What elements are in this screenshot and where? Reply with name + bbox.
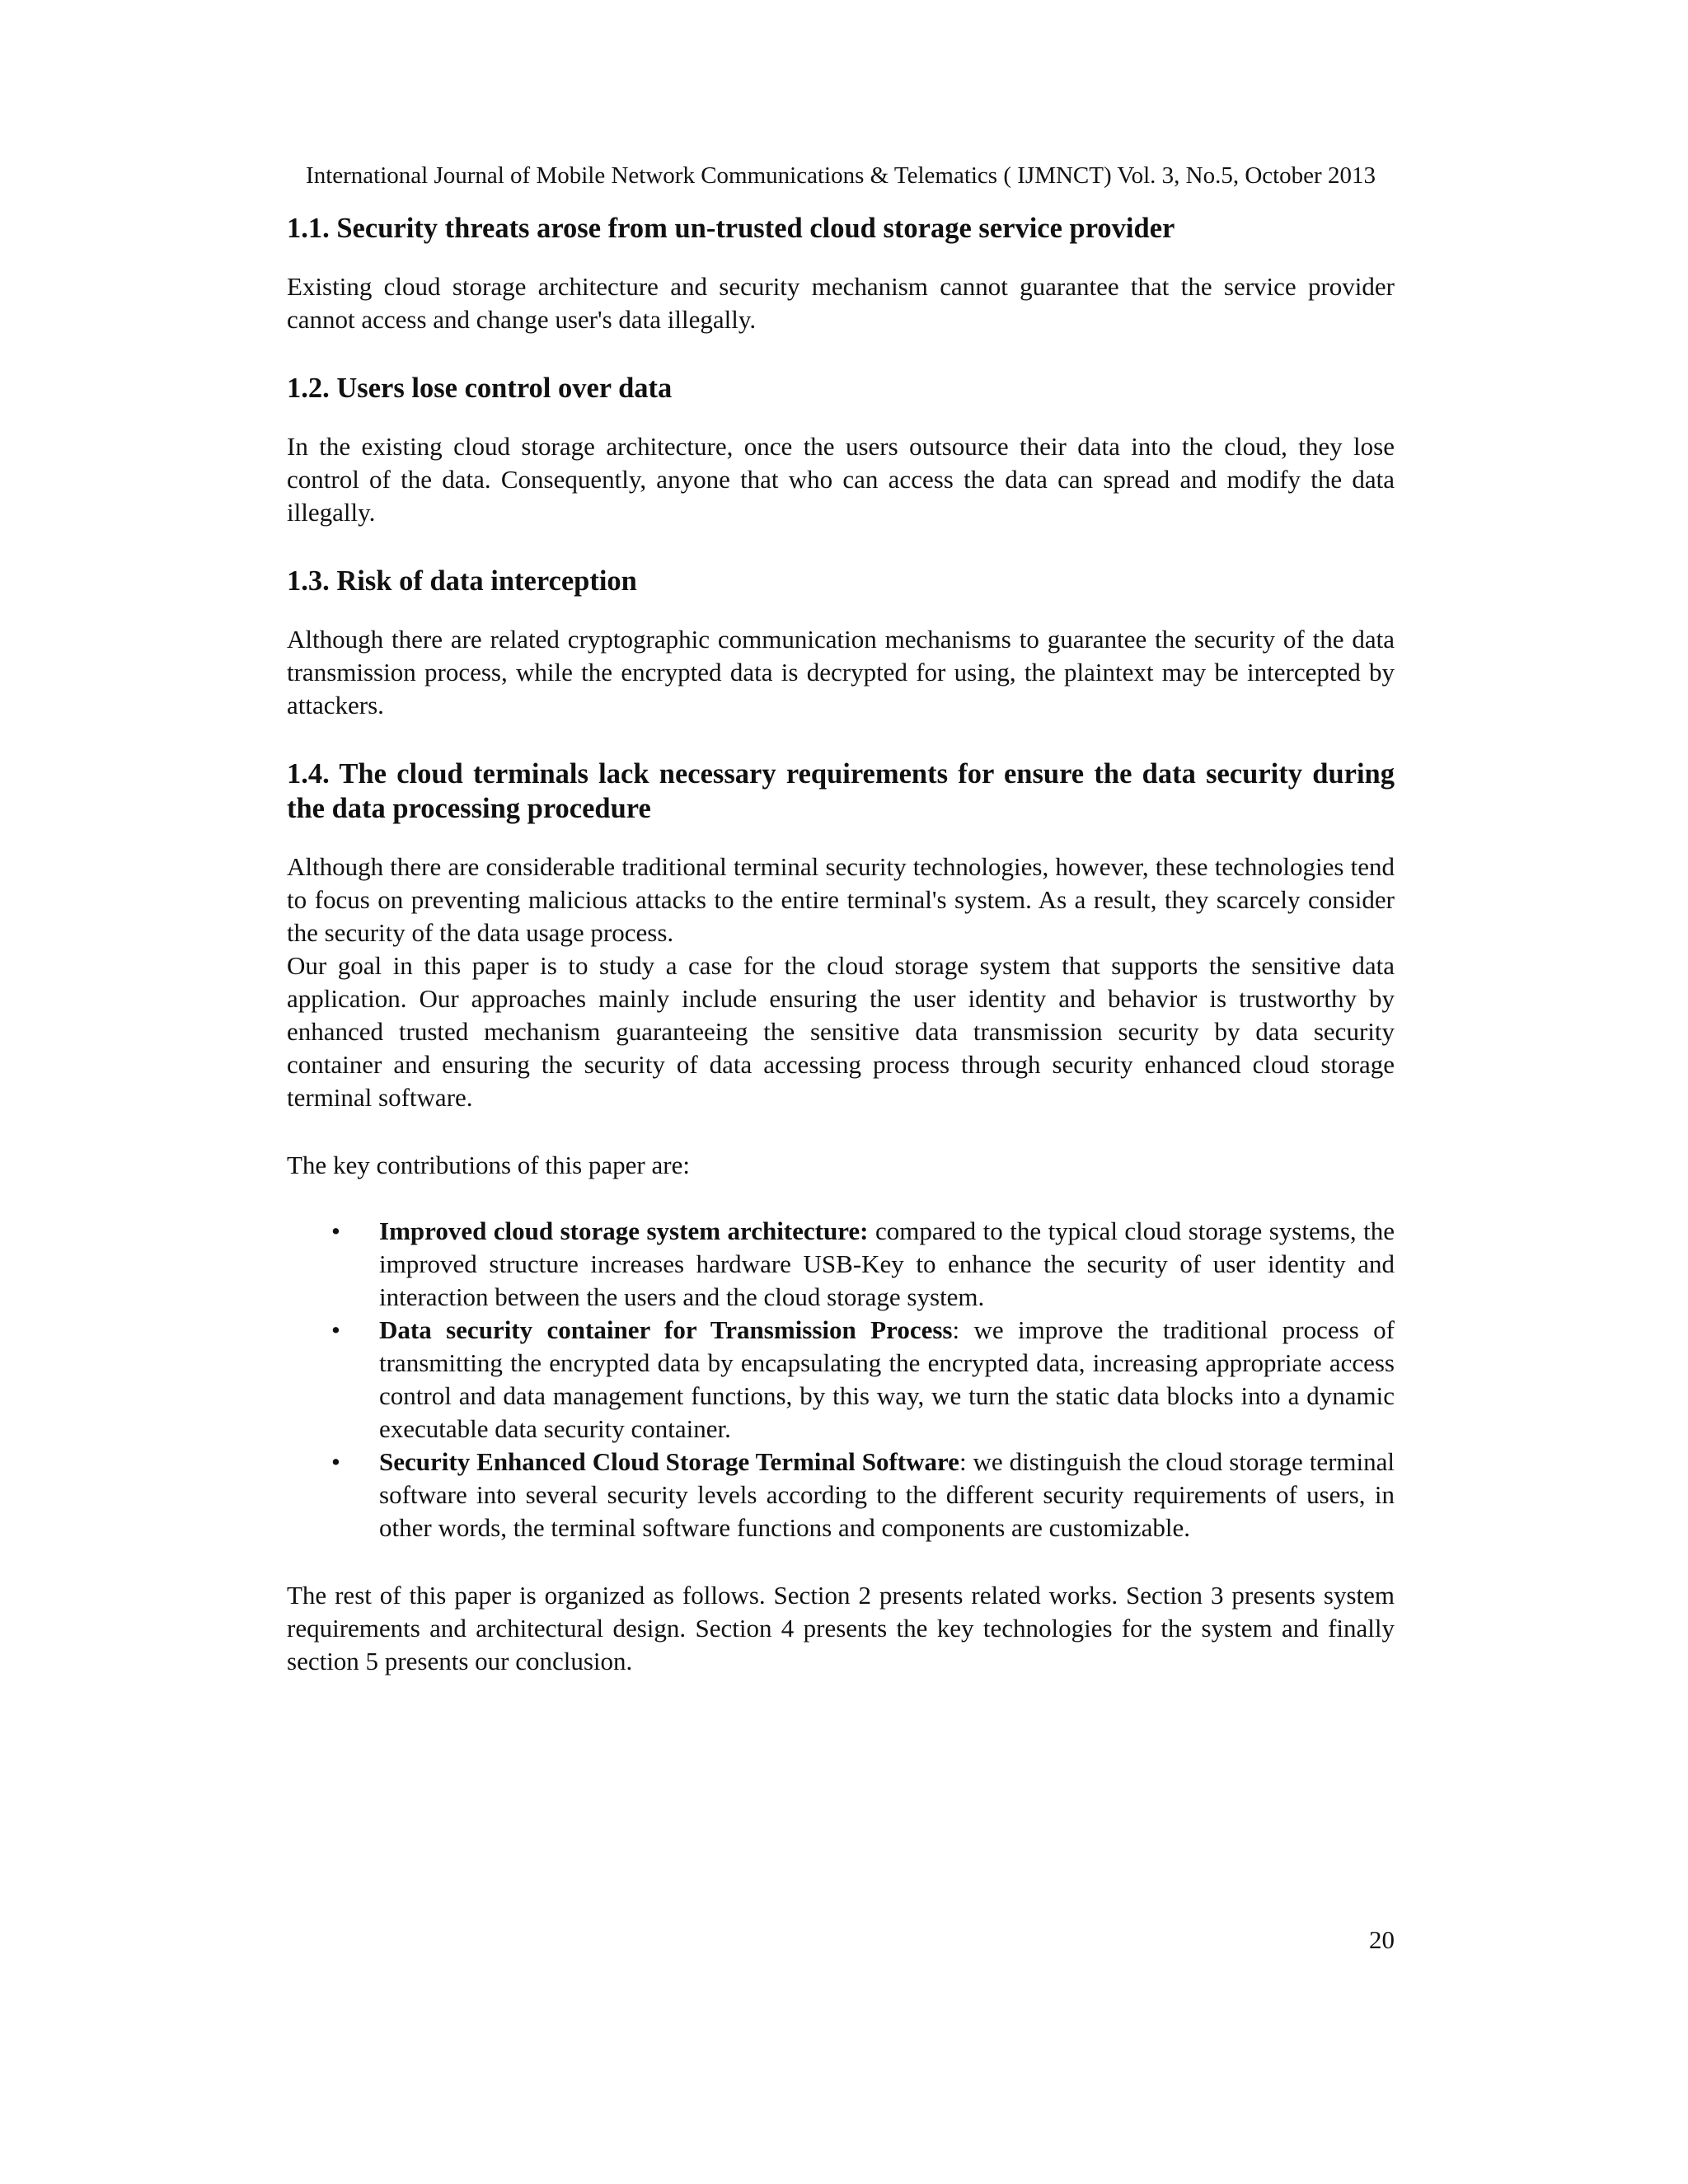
section-body-1-1: Existing cloud storage architecture and security mechanism cannot guarantee that the service provider cannot access and change user's data illegally. <box>287 272 1395 334</box>
organization-paragraph: The rest of this paper is organized as follows. Section 2 presents related works. Section 3 presents system requirements and architectural design. Section 4 presents the key technologies for the system and finally section 5 presents our conclusion. <box>287 1581 1395 1675</box>
list-item <box>287 1314 1395 1446</box>
section-body-1-2: In the existing cloud storage architecture, once the users outsource their data into the cloud, they lose control of the data. Consequently, anyone that who can access the data can spread and modify the data illegally. <box>287 432 1395 527</box>
contribution-lead: Security Enhanced Cloud Storage Terminal Software <box>379 1447 959 1476</box>
contribution-text: : we distinguish the cloud storage terminal software into several security levels according to the different security requirements of users, in other words, the terminal software functions and components are customizable. <box>379 1447 1395 1542</box>
section-heading-1-2: 1.2. Users lose control over data <box>287 373 673 404</box>
section-body-1-4: Although there are considerable traditional terminal security technologies, however, these technologies tend to focus on preventing malicious attacks to the entire terminal's system. As a result, they scarcely consider the security of the data usage process. <box>287 852 1395 947</box>
goal-paragraph: Our goal in this paper is to study a case for the cloud storage system that supports the sensitive data application. Our approaches mainly include ensuring the user identity and behavior is trustworthy by enhanced trusted mechanism guaranteeing the sensitive data transmission security by data security container and ensuring the security of data accessing process through security enhanced cloud storage terminal software. <box>287 951 1395 1112</box>
contribution-lead: Improved cloud storage system architecture: <box>379 1216 869 1245</box>
contributions-intro: The key contributions of this paper are: <box>287 1151 690 1179</box>
paper-page <box>287 157 1395 1678</box>
section-heading-1-4: 1.4. The cloud terminals lack necessary requirements for ensure the data security during the data processing procedure <box>287 758 1395 824</box>
section-heading-1-1: 1.1. Security threats arose from un-trusted cloud storage service provider <box>287 213 1175 244</box>
contribution-text: : we improve the traditional process of transmitting the encrypted data by encapsulating the encrypted data, increasing appropriate access control and data management functions, by this way, we turn the static data blocks into a dynamic executable data security container. <box>379 1315 1395 1443</box>
list-item <box>287 1446 1395 1544</box>
list-item <box>287 1215 1395 1314</box>
contribution-text: compared to the typical cloud storage systems, the improved structure increases hardware USB-Key to enhance the security of user identity and interaction between the users and the cloud storage system. <box>379 1216 1395 1311</box>
contribution-lead: Data security container for Transmission Process <box>379 1315 953 1344</box>
bullet-icon: • <box>331 1447 340 1476</box>
contributions-list <box>287 1215 1395 1544</box>
section-heading-1-3: 1.3. Risk of data interception <box>287 565 637 597</box>
page-number: 20 <box>1369 1925 1395 1954</box>
bullet-icon: • <box>331 1216 340 1245</box>
bullet-icon: • <box>331 1315 340 1344</box>
running-header: International Journal of Mobile Network Communications & Telematics ( IJMNCT) Vol. 3, No.5, October 2013 <box>306 162 1376 189</box>
section-body-1-3: Although there are related cryptographic communication mechanisms to guarantee the security of the data transmission process, while the encrypted data is decrypted for using, the plaintext may be intercepted by attackers. <box>287 625 1395 719</box>
